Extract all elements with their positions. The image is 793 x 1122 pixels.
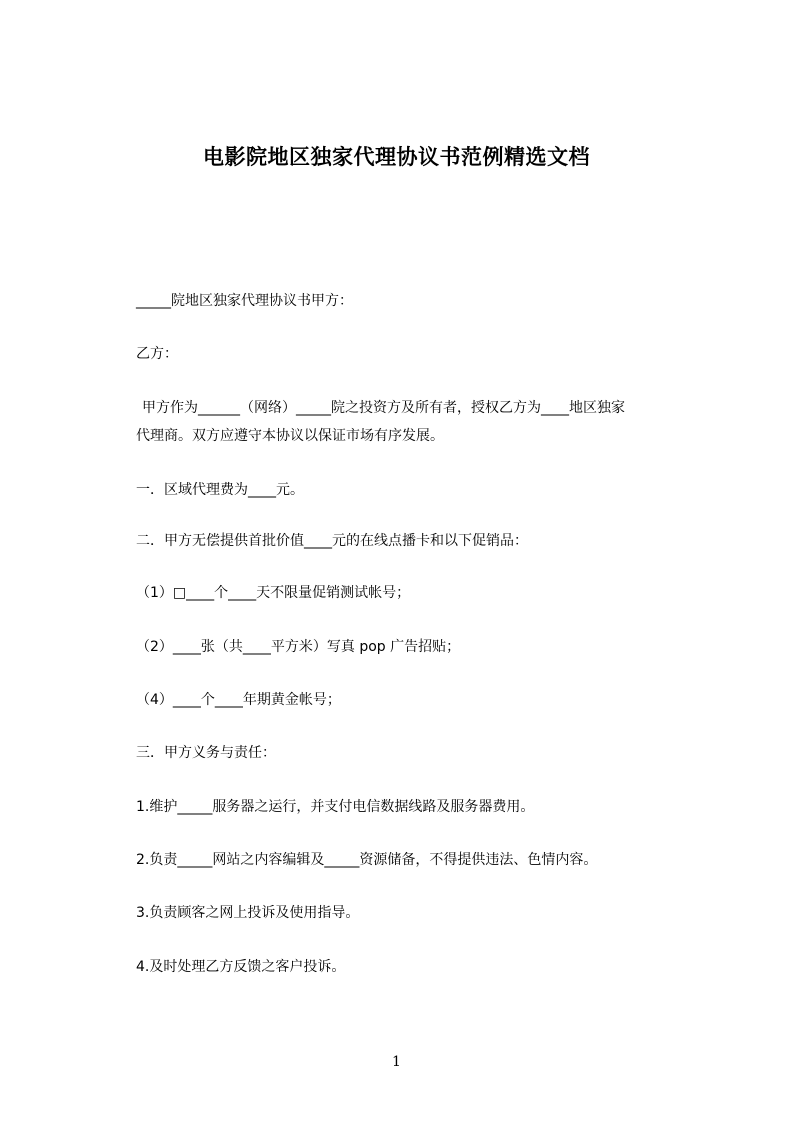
paragraph-authorization <box>136 394 696 450</box>
paragraph-item-1: （1）□____个____天不限量促销测试帐号； <box>136 585 411 601</box>
paragraph-party-b: 乙方： <box>136 346 178 362</box>
paragraph-duty-2: 2.负责_____网站之内容编辑及_____资源储备，不得提供违法、色情内容。 <box>136 852 598 868</box>
paragraph-item-2: （2）____张（共____平方米）写真 pop 广告招贴； <box>136 639 461 655</box>
paragraph-authorization-line2: 代理商。双方应遵守本协议以保证市场有序发展。 <box>136 428 444 444</box>
paragraph-section-2: 二．甲方无偿提供首批价值____元的在线点播卡和以下促销品： <box>136 533 528 549</box>
paragraph-duty-4: 4.及时处理乙方反馈之客户投诉。 <box>136 959 346 975</box>
paragraph-item-4: （4）____个____年期黄金帐号； <box>136 692 341 708</box>
document-title: 电影院地区独家代理协议书范例精选文档 <box>203 145 590 169</box>
paragraph-duty-1: 1.维护_____服务器之运行，并支付电信数据线路及服务器费用。 <box>136 799 535 815</box>
page-number: 1 <box>392 1054 401 1070</box>
paragraph-section-1: 一．区域代理费为____元。 <box>136 482 304 498</box>
paragraph-section-3: 三．甲方义务与责任： <box>136 745 276 761</box>
paragraph-duty-3: 3.负责顾客之网上投诉及使用指导。 <box>136 905 360 921</box>
paragraph-authorization-line1: 甲方作为______（网络）_____院之投资方及所有者，授权乙方为____地区独家 <box>142 400 625 416</box>
paragraph-party-a: _____院地区独家代理协议书甲方： <box>136 293 353 309</box>
